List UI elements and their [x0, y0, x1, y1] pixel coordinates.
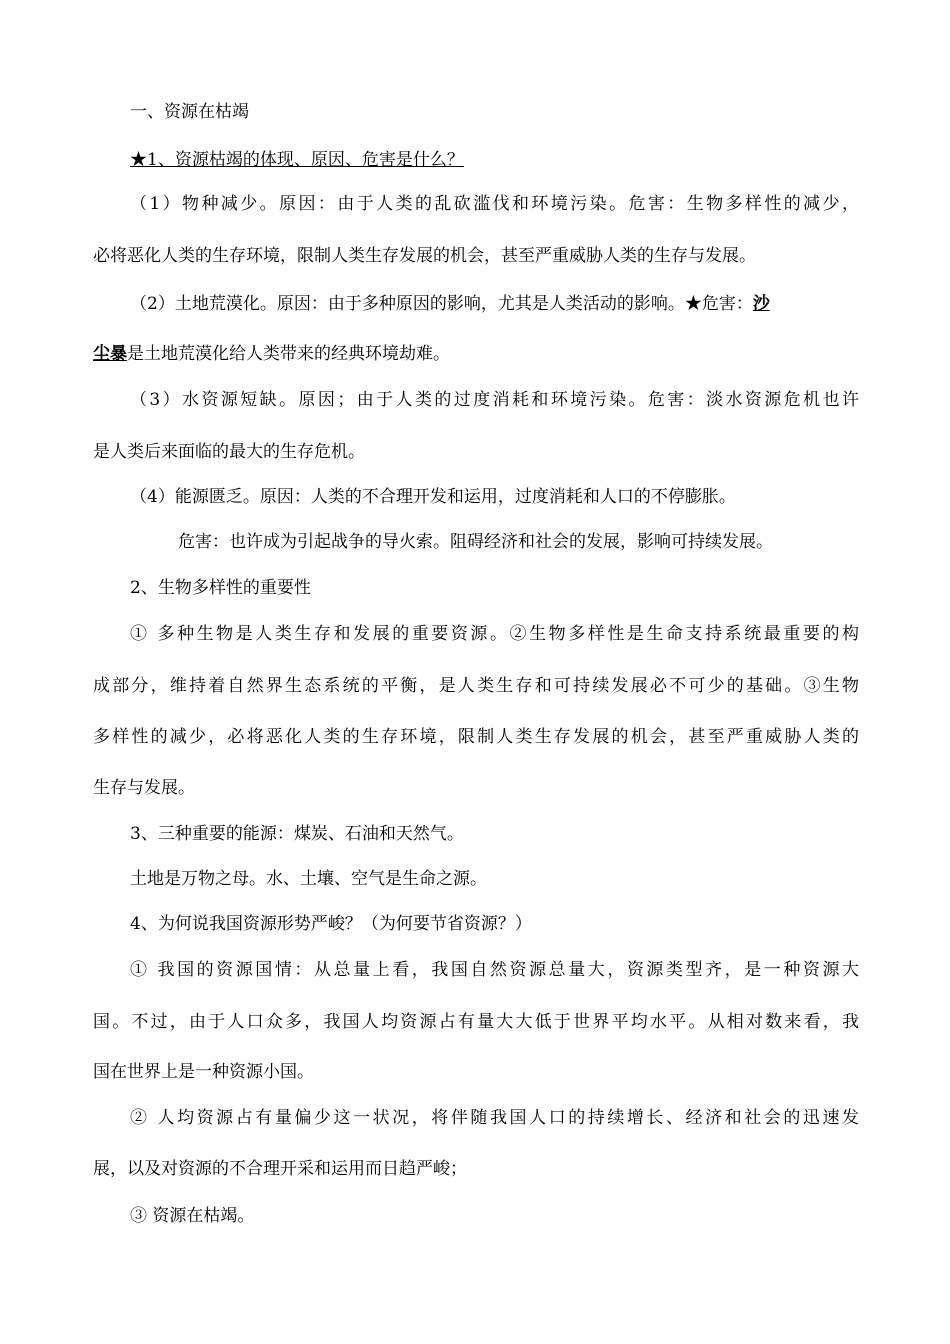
- paragraph-water-line-2: 是人类后来面临的最大的生存危机。: [93, 442, 365, 462]
- paragraph-desertification-line-2: [93, 342, 450, 366]
- paragraph-national-resources-line-1: ① 我国的资源国情：从总量上看，我国自然资源总量大，资源类型齐，是一种资源大: [130, 960, 859, 980]
- question-1: ★1、资源枯竭的体现、原因、危害是什么？: [130, 150, 464, 170]
- sandstorm-keyword-part-2: 尘暴: [93, 344, 127, 364]
- paragraph-desertification-line-1: [130, 292, 770, 316]
- paragraph-biodiversity-line-1: ① 多种生物是人类生存和发展的重要资源。②生物多样性是生命支持系统最重要的构: [130, 624, 859, 644]
- paragraph-land-source: 土地是万物之母。水、土壤、空气是生命之源。: [130, 869, 487, 889]
- desertification-text: （2）土地荒漠化。原因：由于多种原因的影响，尤其是人类活动的影响。★危害：: [130, 294, 753, 314]
- paragraph-biodiversity-line-4: 生存与发展。: [93, 778, 195, 798]
- paragraph-per-capita-line-1: ② 人均资源占有量偏少这一状况，将伴随我国人口的持续增长、经济和社会的迅速发: [130, 1108, 859, 1128]
- question-2: 2、生物多样性的重要性: [130, 578, 311, 598]
- paragraph-species-line-2: 必将恶化人类的生存环境，限制人类生存发展的机会，甚至严重威胁人类的生存与发展。: [93, 246, 756, 266]
- question-3: 3、三种重要的能源：煤炭、石油和天然气。: [130, 824, 464, 844]
- paragraph-national-resources-line-3: 国在世界上是一种资源小国。: [93, 1062, 314, 1082]
- sandstorm-keyword-part-1: 沙: [752, 294, 770, 314]
- paragraph-energy-line-2: 危害：也许成为引起战争的导火索。阻碍经济和社会的发展，影响可持续发展。: [178, 532, 773, 552]
- section-heading: 一、资源在枯竭: [130, 102, 249, 122]
- paragraph-energy-line-1: （4）能源匮乏。原因：人类的不合理开发和运用，过度消耗和人口的不停膨胀。: [130, 487, 736, 507]
- paragraph-national-resources-line-2: 国。不过，由于人口众多，我国人均资源占有量大大低于世界平均水平。从相对数来看，我: [93, 1012, 859, 1032]
- paragraph-per-capita-line-2: 展，以及对资源的不合理开采和运用而日趋严峻；: [93, 1159, 467, 1179]
- paragraph-biodiversity-line-3: 多样性的减少，必将恶化人类的生存环境，限制人类生存发展的机会，甚至严重威胁人类的: [93, 727, 859, 747]
- paragraph-species-line-1: （1）物种减少。原因：由于人类的乱砍滥伐和环境污染。危害：生物多样性的减少，: [130, 194, 859, 214]
- question-4: 4、为何说我国资源形势严峻？（为何要节省资源？）: [130, 914, 532, 934]
- desertification-text-rest: 是土地荒漠化给人类带来的经典环境劫难。: [127, 344, 450, 364]
- paragraph-water-line-1: （3）水资源短缺。原因；由于人类的过度消耗和环境污染。危害：淡水资源危机也许: [130, 390, 859, 410]
- paragraph-biodiversity-line-2: 成部分，维持着自然界生态系统的平衡，是人类生存和可持续发展必不可少的基础。③生物: [93, 676, 859, 696]
- paragraph-resources-depleting: ③ 资源在枯竭。: [130, 1206, 255, 1226]
